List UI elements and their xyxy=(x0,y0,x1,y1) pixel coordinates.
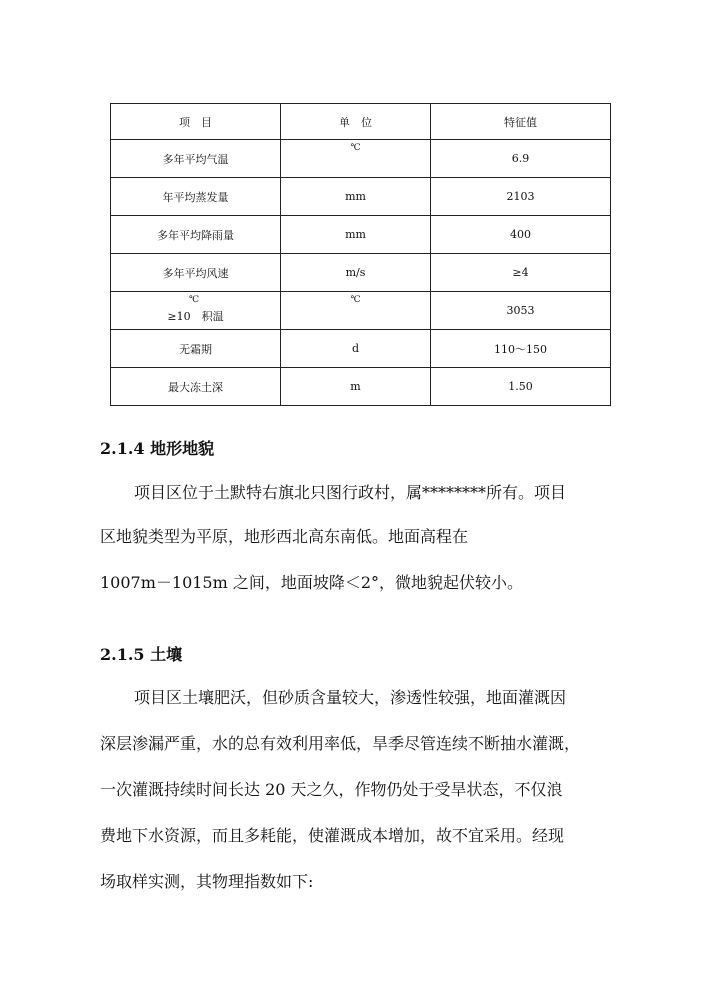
climate-table xyxy=(110,103,611,406)
row-value: 3053 xyxy=(431,292,611,330)
item-superscript: ℃ xyxy=(189,295,200,305)
row-unit: mm xyxy=(281,216,431,254)
row-item: 多年平均气温 xyxy=(111,140,281,178)
row-item: 多年平均风速 xyxy=(111,254,281,292)
table-header-row xyxy=(111,104,611,140)
row-unit xyxy=(281,140,431,178)
table-row xyxy=(111,178,611,216)
row-value: 400 xyxy=(431,216,611,254)
row-item xyxy=(111,292,281,330)
table-row xyxy=(111,140,611,178)
paragraph-line: 1007m－1015m 之间，地面坡降＜2°，微地貌起伏较小。 xyxy=(100,573,524,592)
paragraph-line: 区地貌类型为平原，地形西北高东南低。地面高程在 xyxy=(100,527,469,546)
header-value: 特征值 xyxy=(431,104,611,140)
row-value: 6.9 xyxy=(431,140,611,178)
table-row xyxy=(111,216,611,254)
section-heading-topography: 2.1.4 地形地貌 xyxy=(100,439,215,458)
section-heading-soil: 2.1.5 土壤 xyxy=(100,645,183,664)
header-item: 项 目 xyxy=(111,104,281,140)
row-item: 最大冻土深 xyxy=(111,368,281,406)
row-unit: m xyxy=(281,368,431,406)
header-unit: 单 位 xyxy=(281,104,431,140)
row-unit: m/s xyxy=(281,254,431,292)
row-item: 多年平均降雨量 xyxy=(111,216,281,254)
table-row xyxy=(111,368,611,406)
paragraph-line: 场取样实测，其物理指数如下: xyxy=(100,872,314,891)
row-item: 无霜期 xyxy=(111,330,281,368)
row-value: ≥4 xyxy=(431,254,611,292)
paragraph-line: 费地下水资源，而且多耗能，使灌溉成本增加，故不宜采用。经现 xyxy=(100,826,565,845)
paragraph-line: 深层渗漏严重，水的总有效利用率低，旱季尽管连续不断抽水灌溉， xyxy=(100,734,581,753)
table-row xyxy=(111,330,611,368)
paragraph-line: 项目区土壤肥沃，但砂质含量较大，渗透性较强，地面灌溉因 xyxy=(134,688,567,707)
paragraph-line: 一次灌溉持续时间长达 20 天之久，作物仍处于受旱状态，不仅浪 xyxy=(100,780,563,799)
row-value: 110～150 xyxy=(431,330,611,368)
unit-symbol: ℃ xyxy=(350,143,361,153)
row-unit: d xyxy=(281,330,431,368)
row-value: 2103 xyxy=(431,178,611,216)
paragraph-line: 项目区位于土默特右旗北只图行政村，属********所有。项目 xyxy=(134,483,567,502)
row-item-text: ≥10 积温 xyxy=(167,309,224,323)
table-row xyxy=(111,292,611,330)
row-unit xyxy=(281,292,431,330)
unit-symbol: ℃ xyxy=(350,295,361,305)
row-value: 1.50 xyxy=(431,368,611,406)
row-item: 年平均蒸发量 xyxy=(111,178,281,216)
table-row xyxy=(111,254,611,292)
row-unit: mm xyxy=(281,178,431,216)
